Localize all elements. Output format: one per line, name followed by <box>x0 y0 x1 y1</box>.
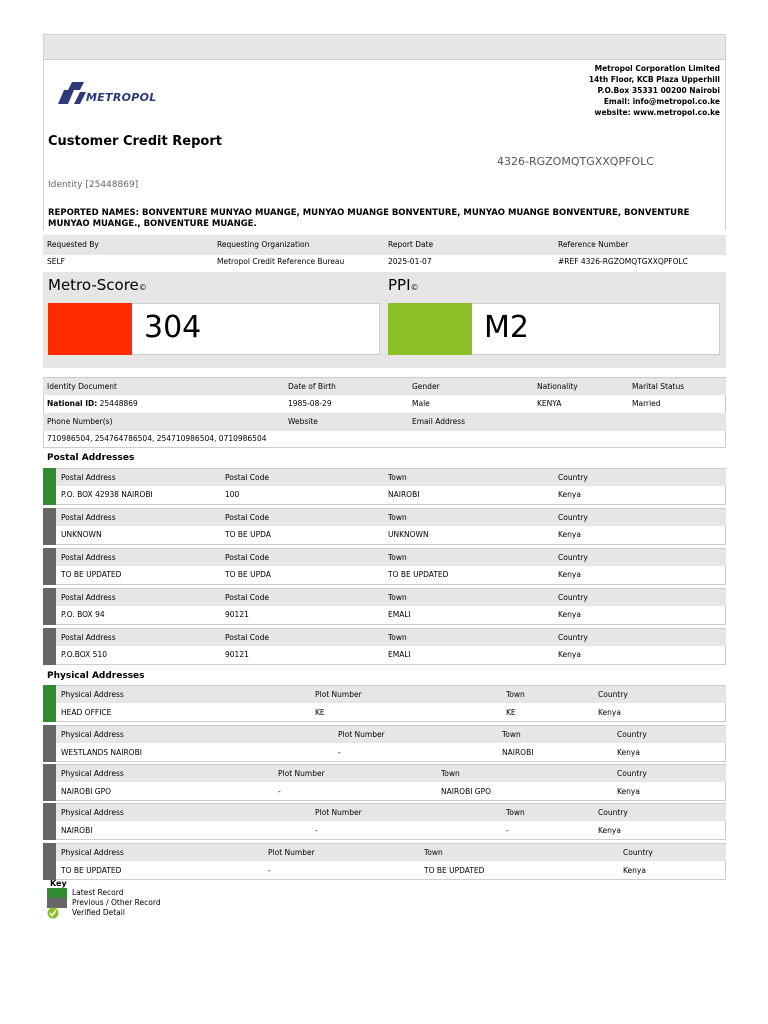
physical-address-value: WESTLANDS NAIROBI <box>61 748 142 757</box>
reference-number-label: Reference Number <box>558 240 629 249</box>
marital-status-value: Married <box>632 399 661 408</box>
physical-address-value: NAIROBI GPO <box>61 787 112 796</box>
town-value: EMALI <box>388 610 411 619</box>
town-label: Town <box>502 730 521 739</box>
company-line: Email: info@metropol.co.ke <box>603 97 720 106</box>
physical-address-label: Physical Address <box>61 690 124 699</box>
metro-score-swatch <box>48 303 132 355</box>
requested-by-value: SELF <box>47 257 65 266</box>
verified-check-icon <box>47 907 59 919</box>
country-label: Country <box>617 769 647 778</box>
postal-address-label: Postal Address <box>61 633 116 642</box>
town-label: Town <box>388 633 407 642</box>
nationality-value: KENYA <box>537 399 562 408</box>
latest-record-marker <box>43 685 56 722</box>
postal-address-label: Postal Address <box>61 473 116 482</box>
postal-code-value: 100 <box>225 490 240 499</box>
plot-number-value: - <box>268 866 271 875</box>
plot-number-value: - <box>278 787 281 796</box>
town-label: Town <box>424 848 443 857</box>
report-date-value: 2025-01-07 <box>388 257 432 266</box>
plot-number-label: Plot Number <box>268 848 315 857</box>
previous-record-marker <box>43 764 56 801</box>
town-label: Town <box>388 473 407 482</box>
country-label: Country <box>558 593 588 602</box>
country-value: Kenya <box>617 787 640 796</box>
latest-record-marker <box>43 468 56 505</box>
plot-number-label: Plot Number <box>338 730 385 739</box>
country-label: Country <box>617 730 647 739</box>
country-label: Country <box>623 848 653 857</box>
company-line: P.O.Box 35331 00200 Nairobi <box>597 86 720 95</box>
country-label: Country <box>598 808 628 817</box>
town-value: UNKNOWN <box>388 530 429 539</box>
physical-address-value: NAIROBI <box>61 826 93 835</box>
identity-label: Identity [25448869] <box>48 180 139 190</box>
postal-address-value: TO BE UPDATED <box>61 570 122 579</box>
postal-address-value: P.O.BOX 510 <box>61 650 107 659</box>
plot-number-label: Plot Number <box>315 690 362 699</box>
phone-label: Phone Number(s) <box>47 417 113 426</box>
requesting-org-value: Metropol Credit Reference Bureau <box>217 257 345 266</box>
reported-names-label: REPORTED NAMES: <box>48 208 140 218</box>
country-value: Kenya <box>558 490 581 499</box>
previous-record-marker <box>43 843 56 880</box>
company-line: website: www.metropol.co.ke <box>594 108 720 117</box>
latest-record-label: Latest Record <box>72 888 124 897</box>
requesting-org-label: Requesting Organization <box>217 240 310 249</box>
phone-values: 710986504, 254764786504, 254710986504, 0710986504 <box>47 434 267 443</box>
ppi-value: M2 <box>484 310 529 345</box>
website-label: Website <box>288 417 318 426</box>
top-bar <box>43 34 726 60</box>
requested-by-label: Requested By <box>47 240 99 249</box>
postal-code-label: Postal Code <box>225 553 269 562</box>
town-value: NAIROBI GPO <box>441 787 492 796</box>
town-value: NAIROBI <box>502 748 534 757</box>
plot-number-label: Plot Number <box>315 808 362 817</box>
identity-value-row <box>43 395 726 413</box>
previous-record-marker <box>43 508 56 545</box>
postal-code-label: Postal Code <box>225 513 269 522</box>
company-info <box>589 63 720 118</box>
postal-address-label: Postal Address <box>61 593 116 602</box>
reference-code: 4326-RGZOMQTGXXQPFOLC <box>497 155 654 168</box>
copyright-mark: © <box>138 283 147 292</box>
identity-header-row <box>43 377 726 395</box>
town-value: KE <box>506 708 516 717</box>
town-label: Town <box>506 690 525 699</box>
reported-names-value: BONVENTURE MUNYAO MUANGE, MUNYAO MUANGE BONVENTURE, MUNYAO MUANGE BONVENTURE, BONVENTURE MUNYAO MUANGE., BONVENTURE MUANGE. <box>48 208 690 229</box>
company-line: 14th Floor, KCB Plaza Upperhill <box>588 75 720 84</box>
physical-address-value: TO BE UPDATED <box>61 866 122 875</box>
country-label: Country <box>558 553 588 562</box>
postal-address-label: Postal Address <box>61 513 116 522</box>
town-value: NAIROBI <box>388 490 420 499</box>
national-id-label: National ID: <box>47 399 98 408</box>
metro-score-value: 304 <box>144 310 202 345</box>
postal-address-value: P.O. BOX 94 <box>61 610 105 619</box>
postal-address-record <box>43 588 726 625</box>
country-label: Country <box>558 633 588 642</box>
postal-code-label: Postal Code <box>225 633 269 642</box>
country-value: Kenya <box>623 866 646 875</box>
physical-address-label: Physical Address <box>61 848 124 857</box>
country-value: Kenya <box>558 570 581 579</box>
metro-score-label <box>48 276 147 294</box>
gender-value: Male <box>412 399 430 408</box>
logo-text: METROPOL <box>86 91 157 104</box>
report-date-label: Report Date <box>388 240 434 249</box>
town-label: Town <box>388 593 407 602</box>
previous-record-label: Previous / Other Record <box>72 898 161 907</box>
town-label: Town <box>388 513 407 522</box>
reference-number-value: #REF 4326-RGZOMQTGXXQPFOLC <box>558 257 688 266</box>
ppi-title: PPI <box>388 276 411 294</box>
town-value: TO BE UPDATED <box>424 866 485 875</box>
postal-code-value: TO BE UPDA <box>225 570 271 579</box>
postal-address-record <box>43 628 726 665</box>
previous-record-marker <box>43 803 56 840</box>
postal-code-value: 90121 <box>225 650 249 659</box>
previous-record-marker <box>43 548 56 585</box>
country-value: Kenya <box>558 530 581 539</box>
physical-address-label: Physical Address <box>61 808 124 817</box>
latest-record-swatch <box>47 888 67 898</box>
ppi-swatch <box>388 303 472 355</box>
country-value: Kenya <box>558 650 581 659</box>
company-line: Metropol Corporation Limited <box>594 64 720 73</box>
identity-document-label: Identity Document <box>47 382 117 391</box>
postal-address-value: P.O. BOX 42938 NAIROBI <box>61 490 153 499</box>
town-label: Town <box>441 769 460 778</box>
country-value: Kenya <box>558 610 581 619</box>
report-title: Customer Credit Report <box>48 134 222 149</box>
plot-number-label: Plot Number <box>278 769 325 778</box>
plot-number-value: - <box>315 826 318 835</box>
copyright-mark: © <box>410 283 419 292</box>
gender-label: Gender <box>412 382 440 391</box>
previous-record-marker <box>43 725 56 762</box>
postal-code-label: Postal Code <box>225 593 269 602</box>
plot-number-value: - <box>338 748 341 757</box>
town-label: Town <box>388 553 407 562</box>
physical-address-value: HEAD OFFICE <box>61 708 112 717</box>
postal-address-record <box>43 548 726 585</box>
physical-address-label: Physical Address <box>61 730 124 739</box>
town-value: TO BE UPDATED <box>388 570 449 579</box>
metro-score-title: Metro-Score <box>48 276 139 294</box>
country-value: Kenya <box>617 748 640 757</box>
postal-code-value: 90121 <box>225 610 249 619</box>
previous-record-marker <box>43 628 56 665</box>
key-title: Key <box>50 879 67 888</box>
email-label: Email Address <box>412 417 466 426</box>
contact-header-row <box>43 413 726 431</box>
country-value: Kenya <box>598 826 621 835</box>
dob-label: Date of Birth <box>288 382 336 391</box>
reported-names <box>48 208 728 230</box>
town-value: - <box>506 826 509 835</box>
postal-code-value: TO BE UPDA <box>225 530 271 539</box>
town-label: Town <box>506 808 525 817</box>
postal-address-label: Postal Address <box>61 553 116 562</box>
postal-address-value: UNKNOWN <box>61 530 102 539</box>
country-label: Country <box>558 513 588 522</box>
country-label: Country <box>558 473 588 482</box>
physical-value-row <box>56 821 726 840</box>
national-id-value: 25448869 <box>99 399 138 408</box>
country-value: Kenya <box>598 708 621 717</box>
nationality-label: Nationality <box>537 382 578 391</box>
physical-value-row <box>56 703 726 722</box>
postal-code-label: Postal Code <box>225 473 269 482</box>
country-label: Country <box>598 690 628 699</box>
physical-address-label: Physical Address <box>61 769 124 778</box>
postal-address-record <box>43 468 726 505</box>
dob-value: 1985-08-29 <box>288 399 332 408</box>
plot-number-value: KE <box>315 708 325 717</box>
postal-addresses-title: Postal Addresses <box>47 453 135 463</box>
verified-detail-label: Verified Detail <box>72 908 125 917</box>
national-id <box>47 399 138 408</box>
town-value: EMALI <box>388 650 411 659</box>
ppi-label <box>388 276 419 294</box>
physical-addresses-title: Physical Addresses <box>47 671 145 681</box>
marital-status-label: Marital Status <box>632 382 685 391</box>
postal-address-record <box>43 508 726 545</box>
previous-record-marker <box>43 588 56 625</box>
